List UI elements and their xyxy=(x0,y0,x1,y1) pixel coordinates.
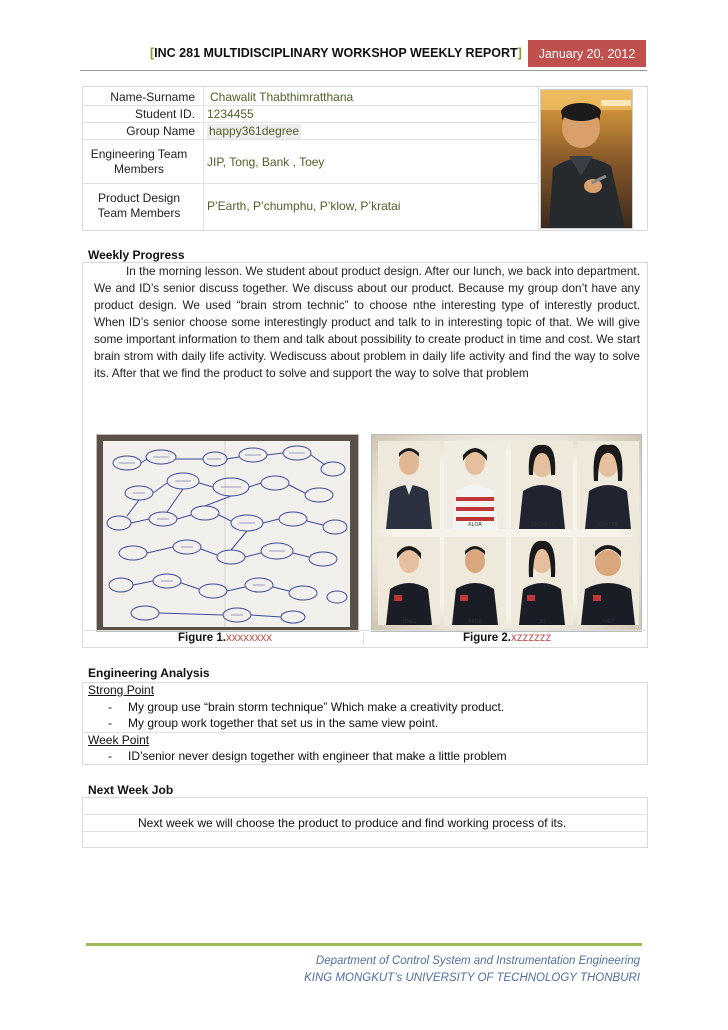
figure-1-label: Figure 1. xyxy=(178,632,226,644)
next-week-divider xyxy=(82,814,648,815)
next-week-title: Next Week Job xyxy=(88,783,174,797)
figure-1-brainstorm-image xyxy=(96,434,359,632)
photo-name-bottom-4: TOEY xyxy=(601,619,615,625)
report-date: January 20, 2012 xyxy=(528,40,646,67)
caption-column-divider xyxy=(363,630,364,646)
engineering-team-label xyxy=(83,147,195,177)
photo-name-bottom-1: TONG xyxy=(401,619,417,625)
title-text: INC 281 MULTIDISCIPLINARY WORKSHOP WEEKLY REPORT xyxy=(154,46,518,60)
product-design-label xyxy=(83,191,195,221)
info-column-divider xyxy=(203,87,204,230)
student-photo-image xyxy=(541,90,632,228)
footer-department: Department of Control System and Instrumentation Engineering xyxy=(315,955,640,967)
next-week-text: Next week we will choose the product to produce and find working process of its. xyxy=(138,816,567,830)
weekly-progress-title: Weekly Progress xyxy=(88,248,185,262)
photo-name-top-1: EARTH xyxy=(400,522,418,528)
photo-name-top-4: KRATYE xyxy=(598,522,618,528)
bullet-dash: - xyxy=(108,716,112,730)
product-design-value: P’Earth, P’chumphu, P’klow, P’kratai xyxy=(207,199,401,213)
team-photo-grid xyxy=(372,435,641,631)
footer-university: KING MONGKUT’s UNIVERSITY OF TECHNOLOGY THONBURI xyxy=(304,972,640,984)
bullet-dash: - xyxy=(108,700,112,714)
mind-map-image xyxy=(97,435,358,631)
photo-name-top-3: CHOMPU xyxy=(530,522,554,528)
info-photo-divider xyxy=(538,87,539,230)
photo-name-bottom-3: JID xyxy=(538,619,546,625)
figure-1-code: xxxxxxxx xyxy=(225,632,272,644)
name-value: Chawalit Thabthimratthana xyxy=(210,90,354,104)
product-design-label-line2: Team Members xyxy=(97,206,181,220)
photo-name-bottom-2: BANK xyxy=(468,619,482,625)
analysis-divider xyxy=(82,732,648,733)
engineering-team-value: JIP, Tong, Bank , Toey xyxy=(207,155,325,169)
photo-name-top-2: KLOA xyxy=(468,522,482,528)
product-design-label-line1: Product Design xyxy=(97,191,181,205)
title-bracket-open: [ xyxy=(150,46,155,60)
engineering-team-label-line2: Members xyxy=(113,162,164,176)
weak-point-text: ID’senior never design together with engineer that make a little problem xyxy=(128,749,507,763)
strong-point-heading: Strong Point xyxy=(88,683,155,697)
strong-point-item xyxy=(108,700,504,714)
figure-1-caption xyxy=(178,632,272,644)
group-name-value: happy361degree xyxy=(209,124,300,138)
figure-2-team-photo xyxy=(371,434,642,632)
bullet-dash: - xyxy=(108,749,112,763)
strong-point-text: My group use “brain storm technique” Which make a creativity product. xyxy=(128,700,505,714)
info-row-divider xyxy=(83,139,538,140)
weak-point-item xyxy=(108,749,507,763)
figure-2-label: Figure 2. xyxy=(463,632,511,644)
engineering-analysis-title: Engineering Analysis xyxy=(88,666,210,680)
weekly-progress-text xyxy=(94,263,640,382)
title-bracket-close: ] xyxy=(517,46,522,60)
caption-top-divider xyxy=(82,630,646,631)
figure-2-caption xyxy=(463,632,551,644)
student-photo xyxy=(540,89,633,229)
next-week-divider xyxy=(82,831,648,832)
header-divider xyxy=(80,70,647,71)
report-title xyxy=(150,46,522,60)
info-row-divider xyxy=(83,105,538,106)
strong-point-text: My group work together that set us in the same view point. xyxy=(128,716,439,730)
student-id-value: 1234455 xyxy=(207,107,254,121)
footer-divider xyxy=(86,943,642,946)
name-label: Name-Surname xyxy=(110,90,195,104)
student-id-label: Student ID. xyxy=(134,107,195,121)
info-row-divider xyxy=(83,122,538,123)
weekly-progress-paragraph: In the morning lesson. We student about product design. After our lunch, we back into department. We and ID’s senior discuss together. We discuss about our product. Because my group don’t have any product design. We used “brain strom technic” to choose nthe interesting type of interestly product. When ID’s senior choose some interestingly product and talk to in interesting topic of that. We will give some important information to them and talk about possibility to create product in time and cost. We start brain strom with daily life activity. Wediscuss about problem in daily life activity and find the way to solve its. After that we find the product to solve and support the way to solve that problem xyxy=(94,264,640,380)
info-row-divider xyxy=(83,183,538,184)
engineering-team-label-line1: Engineering Team xyxy=(90,147,188,161)
weak-point-heading: Week Point xyxy=(88,733,150,747)
strong-point-item xyxy=(108,716,438,730)
figure-2-code: xzzzzzz xyxy=(510,632,552,644)
group-name-label: Group Name xyxy=(126,124,195,138)
